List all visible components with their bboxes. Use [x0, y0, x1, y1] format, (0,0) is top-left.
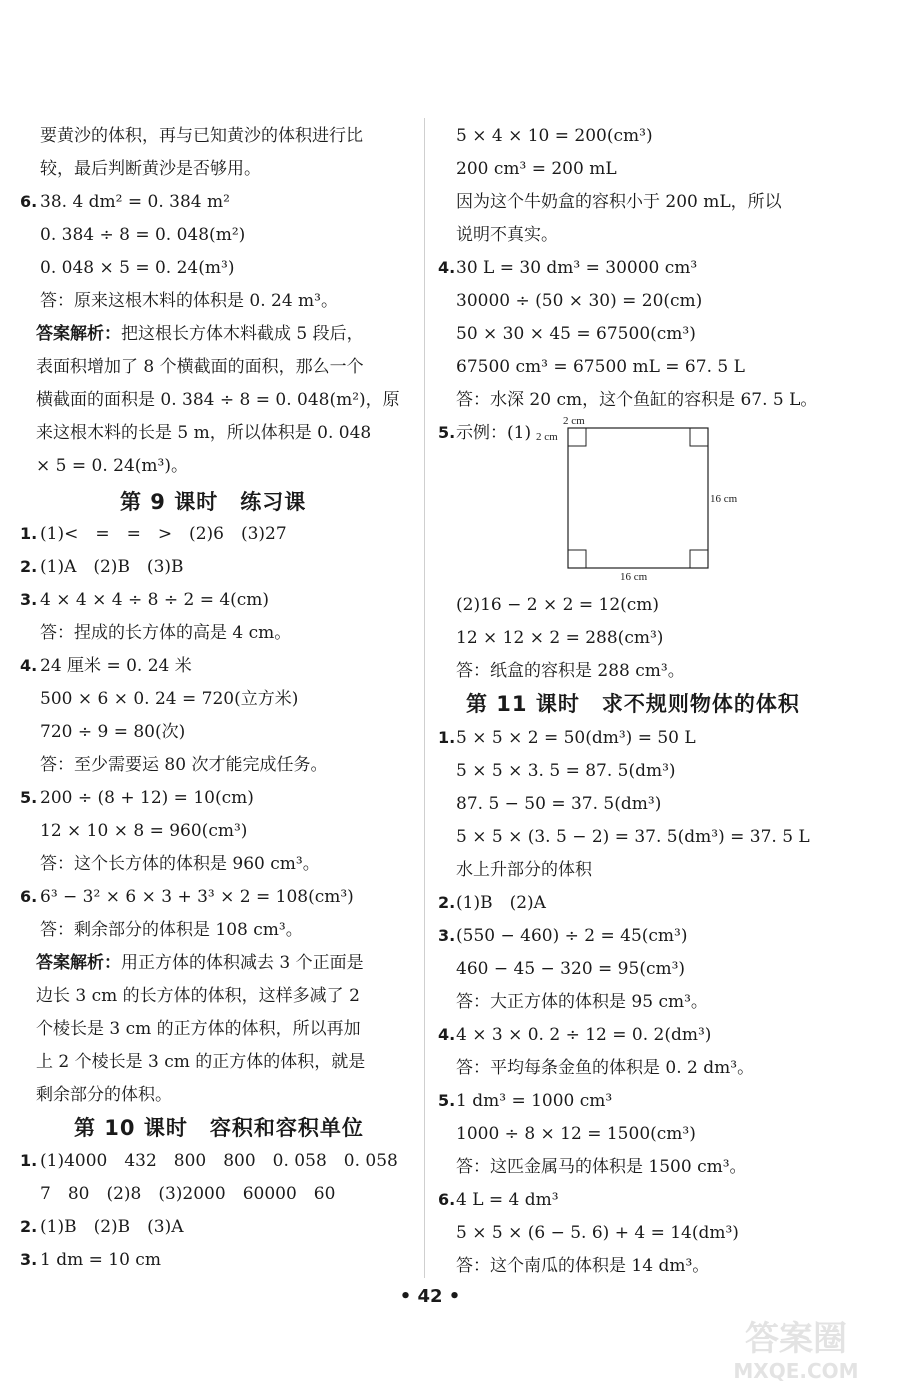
question-number: 5.	[20, 788, 38, 807]
analysis-line: 来这根木料的长是 5 m，所以体积是 0. 048	[36, 423, 372, 443]
corner-square-bottom-right	[690, 550, 708, 568]
text-line: 示例：(1)	[456, 423, 532, 443]
question-number: 6.	[438, 1190, 456, 1209]
corner-top-label: 2 cm	[563, 415, 585, 427]
formula-line: 5 × 5 × 2 = 50(dm³) = 50 L	[456, 728, 696, 748]
right-side-label: 16 cm	[710, 493, 738, 505]
formula-line: 50 × 30 × 45 = 67500(cm³)	[456, 324, 696, 344]
page-number: • 42 •	[399, 1286, 461, 1307]
formula-line: 12 × 10 × 8 = 960(cm³)	[40, 821, 248, 841]
formula-line: 12 × 12 × 2 = 288(cm³)	[456, 628, 664, 648]
question-number: 3.	[20, 1250, 38, 1269]
formula-line: 5 × 4 × 10 = 200(cm³)	[456, 126, 653, 146]
formula-line: 5 × 5 × 3. 5 = 87. 5(dm³)	[456, 761, 676, 781]
analysis-line: 横截面的面积是 0. 384 ÷ 8 = 0. 048(m²)，原	[36, 390, 400, 410]
formula-line: 4 × 3 × 0. 2 ÷ 12 = 0. 2(dm³)	[456, 1025, 712, 1045]
question-number: 3.	[438, 926, 456, 945]
bottom-side-label: 16 cm	[620, 571, 648, 583]
formula-line: 200 cm³ = 200 mL	[456, 159, 617, 179]
formula-line: (550 − 460) ÷ 2 = 45(cm³)	[456, 926, 688, 946]
question-number: 5.	[438, 1091, 456, 1110]
answer-line: 答：这个南瓜的体积是 14 dm³。	[456, 1256, 710, 1276]
formula-line: 5 × 5 × (6 − 5. 6) + 4 = 14(dm³)	[456, 1223, 739, 1243]
question-number: 4.	[438, 1025, 456, 1044]
answer-line: 答：这个长方体的体积是 960 cm³。	[40, 854, 320, 874]
answer-line: 答：大正方体的体积是 95 cm³。	[456, 992, 708, 1012]
formula-line: 30 L = 30 dm³ = 30000 cm³	[456, 258, 698, 278]
analysis-line: 表面积增加了 8 个横截面的面积，那么一个	[36, 357, 364, 377]
corner-square-bottom-left	[568, 550, 586, 568]
column-divider	[424, 118, 425, 1278]
question-number: 2.	[438, 893, 456, 912]
formula-line: 5 × 5 × (3. 5 − 2) = 37. 5(dm³) = 37. 5 L	[456, 827, 810, 847]
analysis-line: 剩余部分的体积。	[36, 1085, 172, 1105]
section-heading-lesson-10: 第 10 课时 容积和容积单位	[74, 1116, 364, 1140]
analysis-line	[36, 951, 364, 975]
text-line: 说明不真实。	[456, 225, 558, 245]
question-number: 1.	[20, 1151, 38, 1170]
formula-line: 460 − 45 − 320 = 95(cm³)	[456, 959, 686, 979]
watermark-text-bottom: MXQE.COM	[733, 1359, 859, 1383]
answer-line: (1)4000 432 800 800 0. 058 0. 058	[40, 1151, 398, 1171]
corner-square-top-left	[568, 428, 586, 446]
corner-left-label: 2 cm	[536, 431, 558, 443]
answer-line: 7 80 (2)8 (3)2000 60000 60	[40, 1184, 336, 1204]
analysis-line: 个棱长是 3 cm 的正方体的体积，所以再加	[36, 1019, 361, 1039]
formula-line: 38. 4 dm² = 0. 384 m²	[40, 192, 230, 212]
answer-line: 答：这匹金属马的体积是 1500 cm³。	[456, 1157, 747, 1177]
answer-line: (1)A (2)B (3)B	[40, 557, 184, 577]
formula-line: 4 × 4 × 4 ÷ 8 ÷ 2 = 4(cm)	[40, 590, 270, 610]
formula-line: 6³ − 3² × 6 × 3 + 3³ × 2 = 108(cm³)	[40, 887, 354, 907]
analysis-line: × 5 = 0. 24(m³)。	[36, 456, 188, 476]
question-number: 3.	[20, 590, 38, 609]
formula-line: 87. 5 − 50 = 37. 5(dm³)	[456, 794, 662, 814]
analysis-text: 用正方体的体积减去 3 个正面是	[121, 953, 364, 973]
question-number: 6.	[20, 192, 38, 211]
analysis-line	[36, 322, 364, 346]
analysis-line: 上 2 个棱长是 3 cm 的正方体的体积，就是	[36, 1052, 366, 1072]
answer-line: 答：原来这根木料的体积是 0. 24 m³。	[40, 291, 338, 311]
answer-line: 答：至少需要运 80 次才能完成任务。	[40, 755, 328, 775]
square-outline	[568, 428, 708, 568]
answer-line: (1)B (2)A	[456, 893, 546, 913]
question-number: 4.	[20, 656, 38, 675]
analysis-label: 答案解析：	[36, 953, 121, 973]
answer-line: 答：纸盒的容积是 288 cm³。	[456, 661, 685, 681]
question-number: 2.	[20, 557, 38, 576]
formula-line: 0. 384 ÷ 8 = 0. 048(m²)	[40, 225, 246, 245]
box-net-diagram	[530, 412, 760, 590]
answer-line: 答：水深 20 cm，这个鱼缸的容积是 67. 5 L。	[456, 390, 818, 410]
formula-line: 1000 ÷ 8 × 12 = 1500(cm³)	[456, 1124, 696, 1144]
text-line: 水上升部分的体积	[456, 860, 592, 880]
formula-line: 24 厘米 = 0. 24 米	[40, 656, 192, 676]
formula-line: 720 ÷ 9 = 80(次)	[40, 722, 186, 742]
analysis-text: 把这根长方体木料截成 5 段后，	[121, 324, 364, 344]
analysis-line: 边长 3 cm 的长方体的体积，这样多减了 2	[36, 986, 360, 1006]
text-line: 较，最后判断黄沙是否够用。	[40, 159, 261, 179]
answer-line: 答：平均每条金鱼的体积是 0. 2 dm³。	[456, 1058, 755, 1078]
answer-line: (1)B (2)B (3)A	[40, 1217, 184, 1237]
formula-line: 1 dm³ = 1000 cm³	[456, 1091, 613, 1111]
text-line: 要黄沙的体积，再与已知黄沙的体积进行比	[40, 126, 363, 146]
formula-line: 200 ÷ (8 + 12) = 10(cm)	[40, 788, 254, 808]
question-number: 1.	[20, 524, 38, 543]
formula-line: 0. 048 × 5 = 0. 24(m³)	[40, 258, 235, 278]
answer-line: 答：捏成的长方体的高是 4 cm。	[40, 623, 292, 643]
formula-line: 1 dm = 10 cm	[40, 1250, 161, 1270]
formula-line: (2)16 − 2 × 2 = 12(cm)	[456, 595, 660, 615]
question-number: 4.	[438, 258, 456, 277]
corner-square-top-right	[690, 428, 708, 446]
site-watermark-logo	[700, 1312, 892, 1384]
question-number: 6.	[20, 887, 38, 906]
formula-line: 67500 cm³ = 67500 mL = 67. 5 L	[456, 357, 745, 377]
text-line: 因为这个牛奶盒的容积小于 200 mL，所以	[456, 192, 782, 212]
question-number: 5.	[438, 423, 456, 442]
formula-line: 4 L = 4 dm³	[456, 1190, 559, 1210]
section-heading-lesson-11: 第 11 课时 求不规则物体的体积	[466, 692, 800, 716]
formula-line: 30000 ÷ (50 × 30) = 20(cm)	[456, 291, 703, 311]
answer-line: 答：剩余部分的体积是 108 cm³。	[40, 920, 303, 940]
analysis-label: 答案解析：	[36, 324, 121, 344]
question-number: 1.	[438, 728, 456, 747]
watermark-text-top: 答案圈	[745, 1319, 847, 1359]
answer-line: (1)< = = > (2)6 (3)27	[40, 524, 287, 544]
section-heading-lesson-9: 第 9 课时 练习课	[120, 490, 307, 514]
formula-line: 500 × 6 × 0. 24 = 720(立方米)	[40, 689, 299, 709]
question-number: 2.	[20, 1217, 38, 1236]
